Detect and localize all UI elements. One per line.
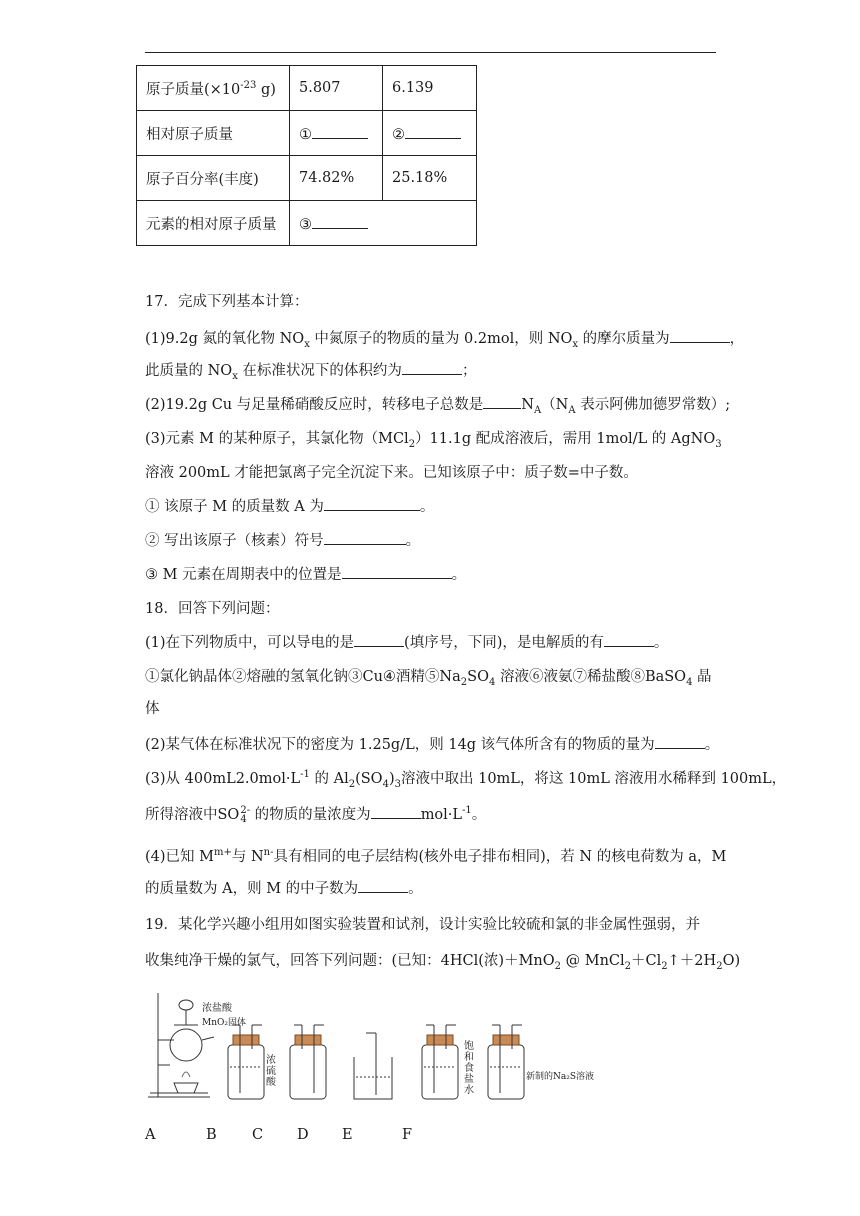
label-brine: 饱和食盐水: [464, 1041, 474, 1096]
q18-part3: (3)从 $400mL2.0mol\cdot L^{-1}$ 的 $Al_2(SO_4)_3$溶液中取出 10mL，将这 10mL 溶液用水稀释到 100mL，: [145, 769, 787, 790]
q18-part2: (2)某气体在标准状况下的密度为 1.25g/L，则 14g 该气体所含有的物质的量为 。: [145, 733, 719, 754]
q18-part4-cont: 的质量数为 A，则 M 的中子数为 。: [145, 877, 423, 898]
q19-line2: 收集纯净干燥的氯气，回答下列问题：(已知：4HCl(浓)＋MnO$_2$ @ $MnCl_2+Cl_2↑+2H_2O$): [145, 953, 741, 972]
q18-substance-list: ①氯化钠晶体②熔融的氢氧化钠③Cu④酒精$⑤Na_2SO_4$ 溶液⑥液氨⑦稀盐酸⑧BaSO$_4$ 晶: [145, 669, 712, 688]
label-mno2: MnO₂固体: [202, 1018, 246, 1028]
apparatus-label-e: E: [342, 1127, 353, 1143]
q18-title: 18．回答下列问题：: [145, 601, 280, 617]
apparatus-label-a: A: [145, 1127, 156, 1143]
q17-sub2: ② 写出该原子（核素）符号 。: [145, 529, 420, 550]
table-row: 元素的相对原子质量 ③: [137, 201, 477, 246]
q18-substance-list-cont: 体: [145, 701, 160, 717]
q17-part1: (1)9.2g 氮的氧化物 $NO_x$ 中氮原子的物质的量为 0.2mol，则 $NO_x$ 的摩尔质量为 ，: [145, 327, 744, 348]
apparatus-label-c: C: [252, 1127, 264, 1143]
q18-part4: (4)已知 $M^{m+}$与 $N^{n-}$具有相同的电子层结构(核外电子排布相同)，若 N 的核电荷数为 a，M: [145, 847, 727, 865]
q17-sub1: ① 该原子 M 的质量数 A 为 。: [145, 495, 434, 516]
q18-part3-cont: 所得溶液中SO 2- 4 的物质的量浓度为 $mol\cdot L^{-1}$。: [145, 805, 487, 825]
q18-part1: (1)在下列物质中，可以导电的是 (填序号，下同)，是电解质的有 。: [145, 631, 668, 652]
q17-title: 17．完成下列基本计算：: [145, 294, 309, 310]
apparatus-label-d: D: [297, 1127, 309, 1143]
q17-part3: (3)元素 M 的某种原子，其氯化物（MCl$_2$）11.1g 配成溶液后，需用 1mol/L 的 AgNO$_3$: [145, 431, 722, 450]
q19-line1: 19．某化学兴趣小组用如图实验装置和试剂，设计实验比较硫和氯的非金属性强弱，并: [145, 917, 700, 933]
apparatus-label-b: B: [206, 1127, 217, 1143]
isotope-table: [136, 65, 477, 246]
label-na2s: 新制的Na₂S溶液: [526, 1072, 595, 1082]
header-rule: [145, 52, 716, 53]
q17-part3-cont: 溶液 200mL 才能把氯离子完全沉淀下来。已知该原子中：质子数=中子数。: [145, 465, 638, 481]
table-row: 相对原子质量 ① ②: [137, 111, 477, 156]
q17-part2: (2)19.2g Cu 与足量稀硝酸反应时，转移电子总数是 $N_A(N_A$ 表示阿佛加德罗常数）;: [145, 393, 730, 414]
label-conc-hcl: 浓盐酸: [202, 1003, 232, 1014]
apparatus-figure: [140, 985, 600, 1115]
reaction-equation: 4HCl(浓)＋MnO$_2$ @ $MnCl_2+Cl_2↑+2H_2O$): [440, 953, 741, 972]
label-h2so4: 浓硫酸: [266, 1055, 276, 1088]
apparatus-label-f: F: [402, 1127, 413, 1143]
table-row: 原子百分率(丰度) 74.82% 25.18%: [137, 156, 477, 201]
table-row: 原子质量($\times 10^{-23}$ g) 5.807 6.139: [137, 66, 477, 111]
q17-sub3: ③ M 元素在周期表中的位置是 。: [145, 563, 466, 584]
q17-part1-cont: 此质量的 $NO_x$ 在标准状况下的体积约为 ；: [145, 359, 476, 380]
